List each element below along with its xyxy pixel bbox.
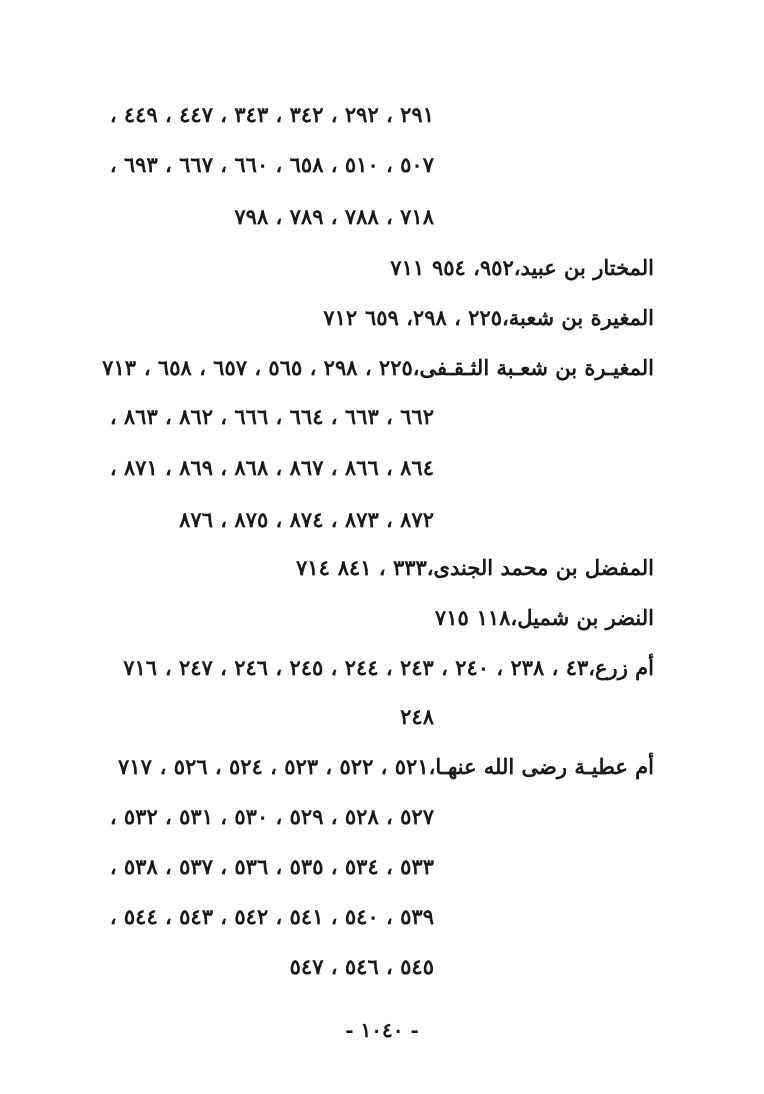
entry-number: ٧١٤ [296, 555, 330, 580]
index-entry-712 [301, 303, 654, 333]
entry-number: ٧١٥ [434, 605, 469, 630]
index-entry-717 [96, 752, 654, 782]
index-continuation-line: ٥٤٥ ، ٥٤٦ ، ٥٤٧ [289, 954, 434, 979]
index-continuation-line: ٥٣٣ ، ٥٣٤ ، ٥٣٥ ، ٥٣٦ ، ٥٣٧ ، ٥٣٨ ، [109, 854, 434, 879]
index-entry-716 [101, 653, 654, 683]
entry-text: النضر بن شميل،١١٨ [476, 605, 654, 630]
index-entry-713 [80, 353, 654, 383]
index-continuation-line: ٨٧٢ ، ٨٧٣ ، ٨٧٤ ، ٨٧٥ ، ٨٧٦ [179, 507, 434, 532]
entry-number: ٧١١ [390, 255, 425, 280]
index-entry-714 [274, 553, 654, 583]
index-continuation-line: ٥٣٩ ، ٥٤٠ ، ٥٤١ ، ٥٤٢ ، ٥٤٣ ، ٥٤٤ ، [109, 904, 434, 929]
entry-text: أم عطيـة رضى الله عنهـا،٥٢١ ، ٥٢٢ ، ٥٢٣ ، ٥٢٤ ، ٥٢٦ ، [159, 754, 654, 779]
entry-text: المختار بن عبيد،٩٥٢، ٩٥٤ [431, 255, 654, 280]
index-continuation-line: ٨٦٤ ، ٨٦٦ ، ٨٦٧ ، ٨٦٨ ، ٨٦٩ ، ٨٧١ ، [109, 455, 434, 480]
entry-text: المغيـرة بن شعـبة الثـقـفى،٢٢٥ ، ٢٩٨ ، ٥٦٥ ، ٦٥٧ ، ٦٥٨ ، [143, 355, 654, 380]
index-continuation-line: ٧١٨ ، ٧٨٨ ، ٧٨٩ ، ٧٩٨ [234, 204, 434, 229]
index-continuation-line: ٥٢٧ ، ٥٢٨ ، ٥٢٩ ، ٥٣٠ ، ٥٣١ ، ٥٣٢ ، [109, 804, 434, 829]
index-continuation-line: ٢٩١ ، ٢٩٢ ، ٣٤٢ ، ٣٤٣ ، ٤٤٧ ، ٤٤٩ ، [109, 102, 434, 127]
entry-number: ٧١٢ [323, 305, 358, 330]
entry-number: ٧١٧ [118, 754, 152, 779]
page-number: - ١٠٤٠ - [345, 1018, 419, 1042]
entry-number: ٧١٣ [102, 355, 137, 380]
entry-text: المغيرة بن شعبة،٢٢٥ ، ٢٩٨، ٦٥٩ [364, 305, 654, 330]
index-entry-711 [368, 253, 654, 283]
entry-number: ٧١٦ [123, 655, 158, 680]
index-continuation-line: ٥٠٧ ، ٥١٠ ، ٦٥٨ ، ٦٦٠ ، ٦٦٧ ، ٦٩٣ ، [109, 152, 434, 177]
entry-text: أم زرع،٤٣ ، ٢٣٨ ، ٢٤٠ ، ٢٤٣ ، ٢٤٤ ، ٢٤٥ ، ٢٤٦ ، ٢٤٧ ، [164, 655, 654, 680]
index-continuation-line: ٢٤٨ [400, 704, 434, 729]
index-entry-715 [413, 603, 654, 633]
entry-text: المفضل بن محمد الجندى،٣٣٣ ، ٨٤١ [337, 555, 654, 580]
index-continuation-line: ٦٦٢ ، ٦٦٣ ، ٦٦٤ ، ٦٦٦ ، ٨٦٢ ، ٨٦٣ ، [109, 404, 434, 429]
